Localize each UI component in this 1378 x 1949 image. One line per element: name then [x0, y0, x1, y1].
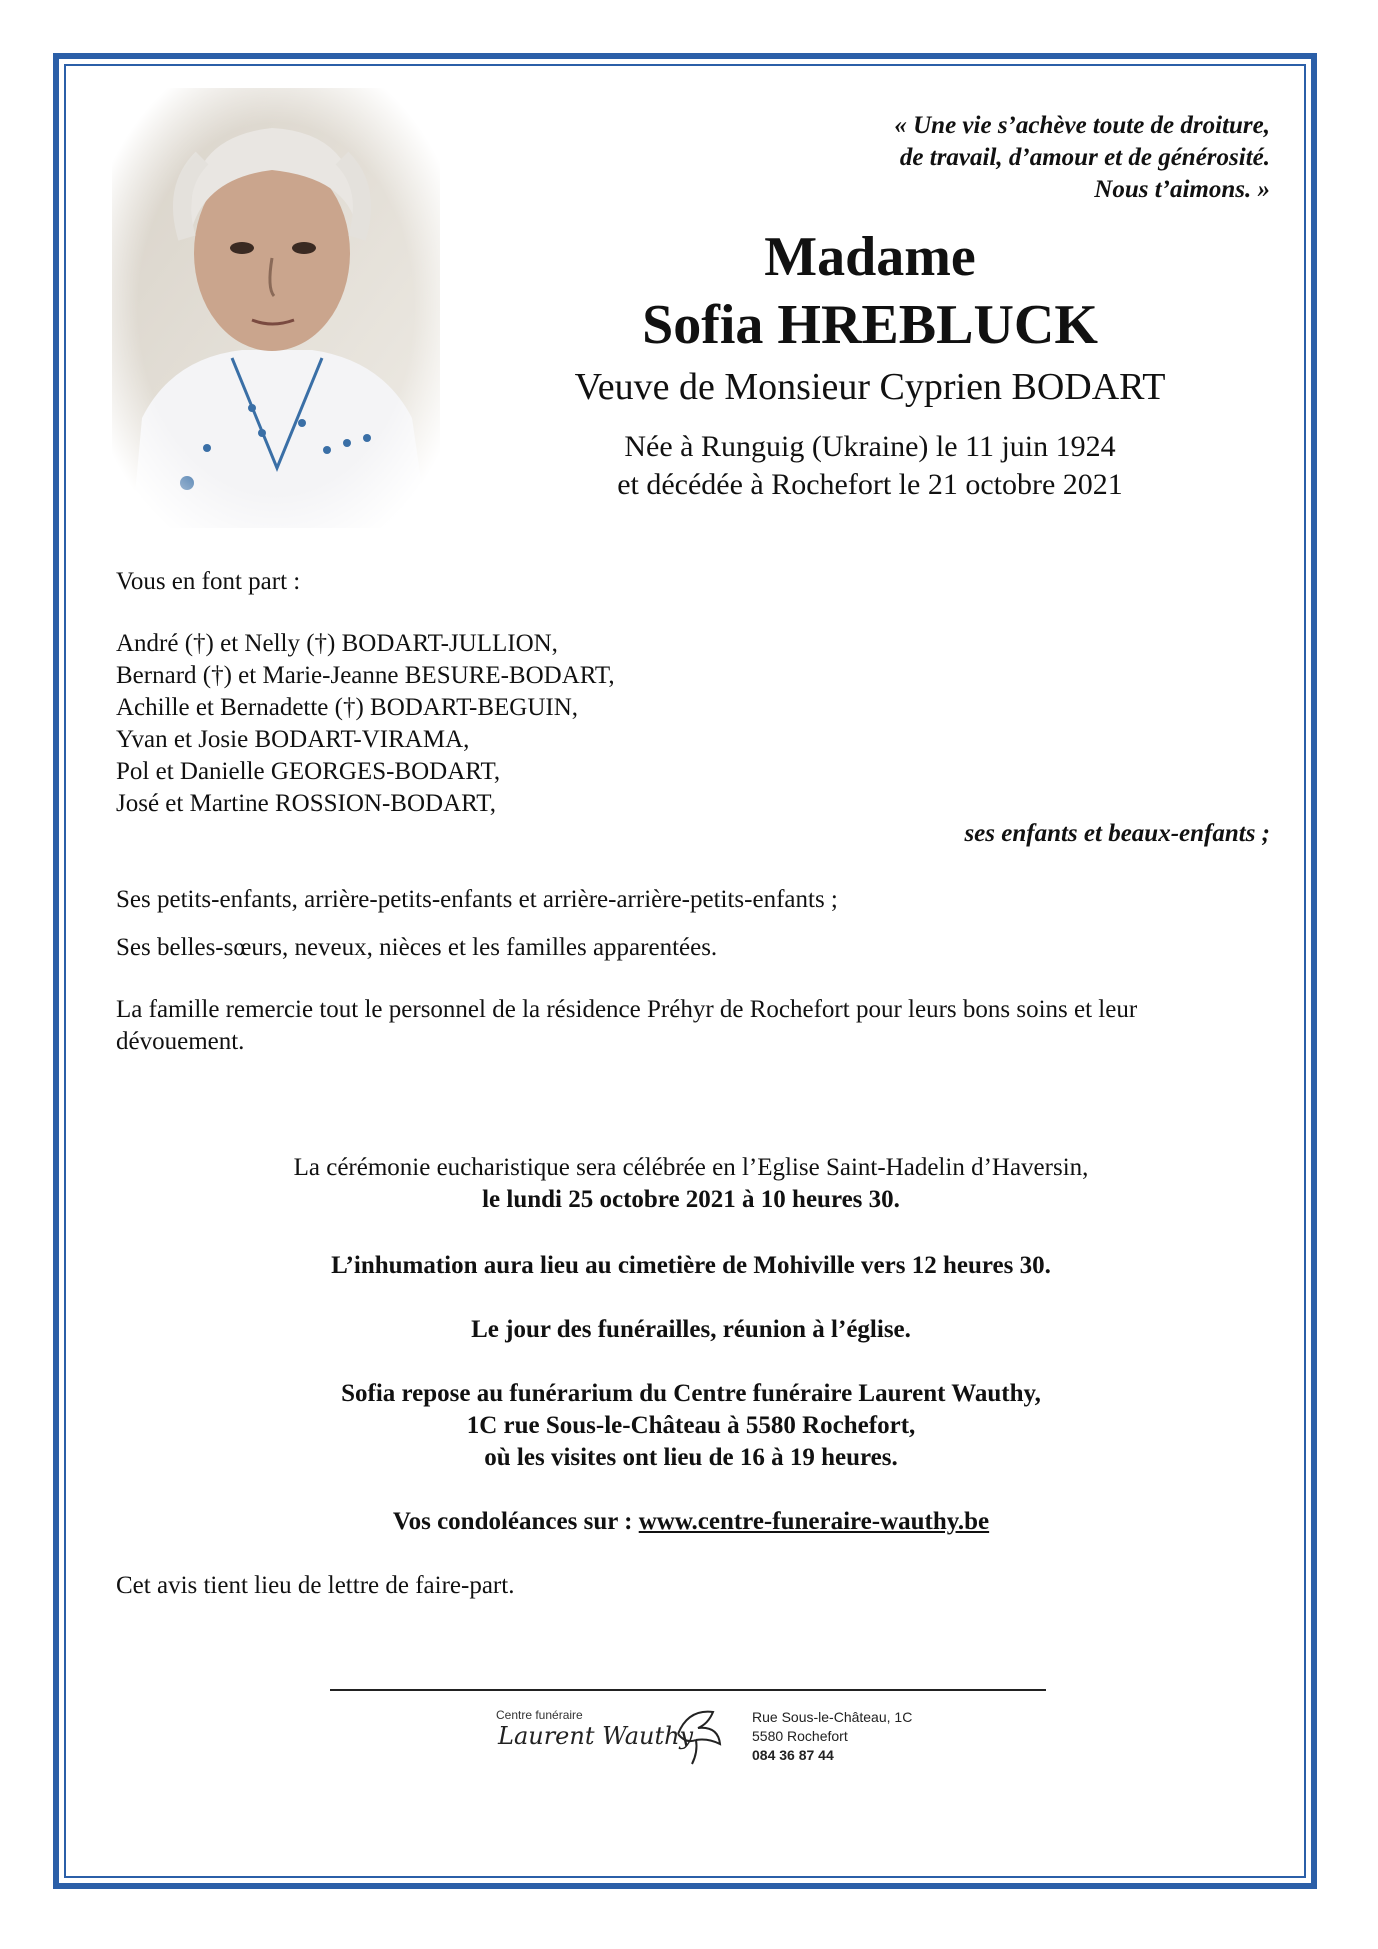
quote-line-1: « Une vie s’achève toute de droiture, [894, 112, 1270, 139]
quote-line-2: de travail, d’amour et de générosité. [899, 144, 1270, 171]
condolences-link[interactable]: www.centre-funeraire-wauthy.be [638, 1508, 990, 1535]
birth-info: Née à Runguig (Ukraine) le 11 juin 1924 [624, 430, 1116, 463]
address-line-2: 5580 Rochefort [752, 1728, 848, 1744]
ceremony-info [116, 1152, 1266, 1216]
thanks-line-2: dévouement. [116, 1028, 245, 1055]
deceased-name: Sofia HREBLUCK [642, 294, 1098, 356]
condolences-label: Vos condoléances sur : [392, 1508, 633, 1535]
honorific: Madame [764, 226, 976, 288]
condolences-line [116, 1506, 1266, 1538]
ceremony-date: le lundi 25 octobre 2021 à 10 heures 30. [482, 1186, 900, 1213]
in-laws-line: Ses belles-sœurs, neveux, nièces et les familles apparentées. [116, 934, 718, 961]
grandchildren-line: Ses petits-enfants, arrière-petits-enfants et arrière-arrière-petits-enfants ; [116, 886, 838, 913]
list-item: André (†) et Nelly (†) BODART-JULLION, [116, 630, 558, 657]
memorial-quote [710, 110, 1270, 206]
phone-number: 084 36 87 44 [752, 1747, 834, 1763]
list-item: Pol et Danielle GEORGES-BODART, [116, 758, 501, 785]
thanks-paragraph [116, 994, 1266, 1058]
ceremony-line-1: La cérémonie eucharistique sera célébrée en l’Eglise Saint-Hadelin d’Haversin, [293, 1154, 1089, 1181]
rest-line-1: Sofia repose au funérarium du Centre funéraire Laurent Wauthy, [341, 1380, 1041, 1407]
rest-line-2: 1C rue Sous-le-Château à 5580 Rochefort, [466, 1412, 916, 1439]
list-item: Yvan et Josie BODART-VIRAMA, [116, 726, 470, 753]
list-item: Achille et Bernadette (†) BODART-BEGUIN, [116, 694, 579, 721]
announcement-intro: Vous en font part : [116, 568, 301, 595]
funeral-home-logo [496, 1700, 736, 1770]
burial-info: L’inhumation aura lieu au cimetière de Mohiville vers 12 heures 30. [331, 1252, 1051, 1279]
meeting-info: Le jour des funérailles, réunion à l’église. [471, 1316, 911, 1343]
lily-icon [668, 1704, 726, 1766]
portrait-photo [112, 88, 440, 528]
list-item: Bernard (†) et Marie-Jeanne BESURE-BODART, [116, 662, 615, 689]
footer-divider [330, 1689, 1046, 1691]
thanks-line-1: La famille remercie tout le personnel de la résidence Préhyr de Rochefort pour leurs bons soins et leur [116, 996, 1138, 1023]
children-list [116, 628, 1266, 820]
list-item: José et Martine ROSSION-BODART, [116, 790, 496, 817]
children-note: ses enfants et beaux-enfants ; [964, 820, 1270, 847]
funeral-home-address [752, 1708, 912, 1765]
logo-caption: Centre funéraire [496, 1708, 583, 1722]
rest-line-3: où les visites ont lieu de 16 à 19 heures. [484, 1444, 898, 1471]
logo-script-name: Laurent Wauthy [498, 1722, 694, 1750]
quote-line-3: Nous t’aimons. » [1094, 176, 1270, 203]
death-info: et décédée à Rochefort le 21 octobre 2021 [617, 468, 1123, 501]
widow-of: Veuve de Monsieur Cyprien BODART [574, 366, 1166, 408]
address-line-1: Rue Sous-le-Château, 1C [752, 1709, 913, 1725]
closing-note: Cet avis tient lieu de lettre de faire-part. [116, 1572, 515, 1599]
funerarium-info [116, 1378, 1266, 1474]
